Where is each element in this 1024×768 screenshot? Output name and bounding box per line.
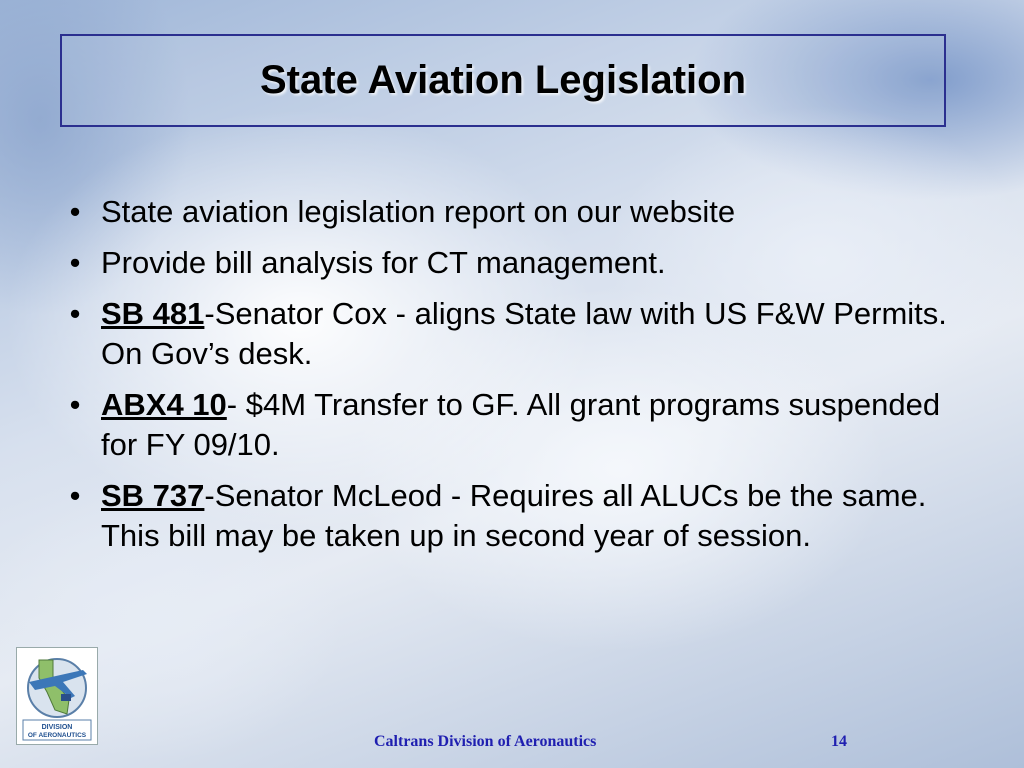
bullet-list <box>60 192 950 567</box>
bill-number: SB 737 <box>101 478 205 513</box>
footer-organization: Caltrans Division of Aeronautics <box>374 733 597 750</box>
bullet-text: State aviation legislation report on our website <box>101 194 736 229</box>
slide-title: State Aviation Legislation <box>260 58 746 102</box>
bullet-item <box>60 243 950 283</box>
title-box <box>60 34 946 127</box>
bullet-dot-icon: • <box>69 194 81 229</box>
bullet-item <box>60 385 950 465</box>
bill-number: ABX4 10 <box>101 387 227 422</box>
bullet-dot-icon: • <box>69 387 81 422</box>
bullet-text: -Senator Cox - aligns State law with US F&W Permits. On Gov’s desk. <box>101 296 947 371</box>
bullet-item <box>60 294 950 374</box>
division-of-aeronautics-logo <box>16 647 98 745</box>
bullet-dot-icon: • <box>69 296 81 331</box>
logo-line1: DIVISION <box>41 724 73 731</box>
bullet-item <box>60 476 950 556</box>
bill-number: SB 481 <box>101 296 205 331</box>
bullet-text: -Senator McLeod - Requires all ALUCs be the same. This bill may be taken up in second year of session. <box>101 478 927 553</box>
bullet-dot-icon: • <box>69 478 81 513</box>
logo-graphic <box>17 648 97 744</box>
page-number: 14 <box>831 733 847 750</box>
bullet-text: - $4M Transfer to GF. All grant programs suspended for FY 09/10. <box>101 387 941 462</box>
logo-line2: OF AERONAUTICS <box>27 732 87 739</box>
bullet-dot-icon: • <box>69 245 81 280</box>
bullet-item <box>60 192 950 232</box>
bullet-text: Provide bill analysis for CT management. <box>101 245 666 280</box>
